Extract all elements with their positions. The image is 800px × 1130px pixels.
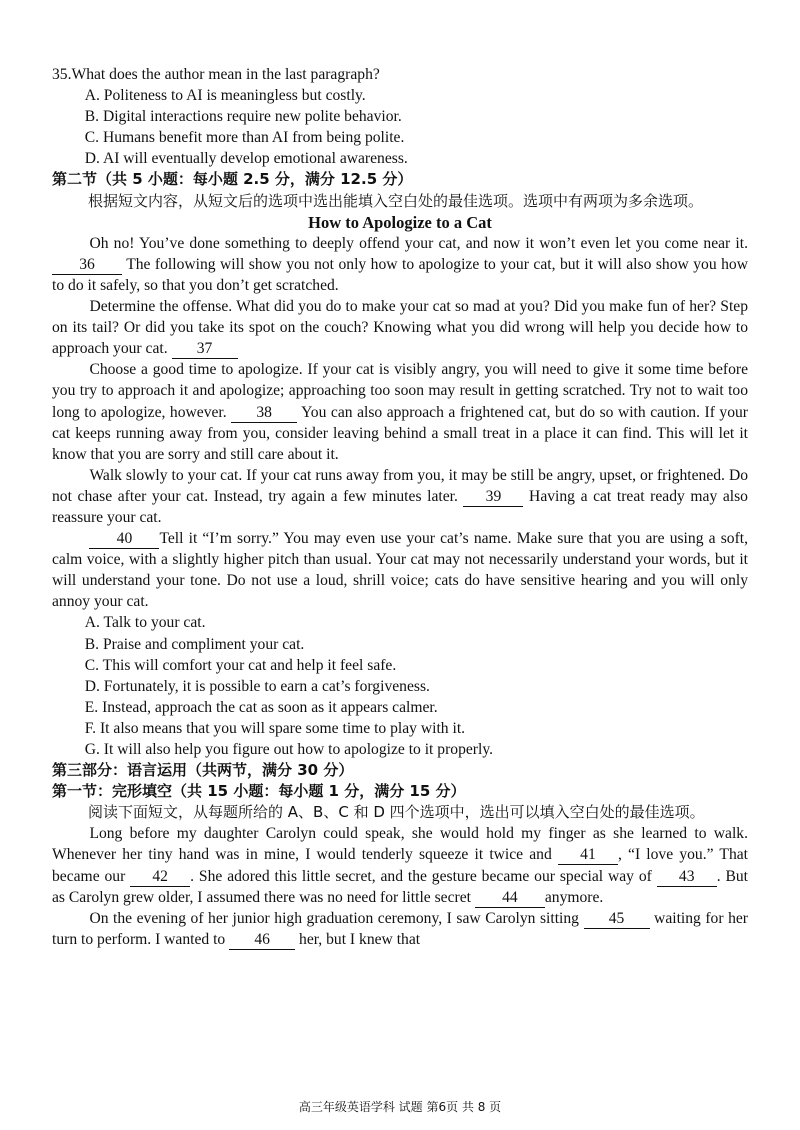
section2-instruction: 根据短文内容，从短文后的选项中选出能填入空白处的最佳选项。选项中有两项为多余选项。: [88, 191, 704, 210]
passage-paragraph-3: Choose a good time to apologize. If your cat is visibly angry, you will need to give it some time before you try to approach it and apologize; approaching too soon may result in getting scratched. Try not to wait too long to apologize, however. 38 You can also approach a frightened cat, but do so with caution. If your cat keeps running away from you, consider leaving behind a small treat in a place it can find. This will let it know that you are sorry and still care about it.: [52, 361, 748, 463]
passage-paragraph-2: Determine the offense. What did you do to make your cat so mad at you? Did you make fun of her? Step on its tail? Or did you take its spot on the couch? Knowing what you did wrong will help you decide how to approach your cat. 37: [52, 298, 748, 358]
s2-option-a: A. Talk to your cat.: [84, 614, 206, 632]
blank-45: 45: [584, 910, 650, 929]
blank-43: 43: [657, 868, 717, 887]
q35-option-b: B. Digital interactions require new polite behavior.: [84, 108, 402, 126]
blank-46: 46: [229, 931, 295, 950]
cloze-paragraph-1: Long before my daughter Carolyn could speak, she would hold my finger as she learned to walk. Whenever her tiny hand was in mine, I would tenderly squeeze it twice and 41 , “I love you.” That became our 42 . She adored this little secret, and the gesture became our special way of 43 . But as Carolyn grew older, I assumed there was no need for little secret 44 anymore.: [52, 825, 749, 906]
blank-38: 38: [231, 404, 297, 423]
passage-paragraph-4: Walk slowly to your cat. If your cat runs away from you, it may be still be angry, upset, or frightened. Do not chase after your cat. Instead, try again a few minutes later. 39 Having a cat treat ready may also reassure your cat.: [52, 466, 748, 526]
s2-option-e: E. Instead, approach the cat as soon as it appears calmer.: [84, 698, 438, 716]
s2-option-d: D. Fortunately, it is possible to earn a cat’s forgiveness.: [84, 677, 430, 695]
part3-instruction: 阅读下面短文，从每题所给的 A、B、C 和 D 四个选项中，选出可以填入空白处的最佳选项。: [88, 803, 705, 822]
s2-option-b: B. Praise and compliment your cat.: [84, 635, 305, 653]
q35-option-c: C. Humans benefit more than AI from being polite.: [84, 129, 405, 147]
blank-44: 44: [475, 889, 545, 908]
passage-paragraph-5: 40 Tell it “I’m sorry.” You may even use your cat’s name. Make sure that you are using a soft, calm voice, with a slightly higher pitch than usual. Your cat may not necessarily understand your words, but it will understand your tone. Do not use a loud, shrill voice; cats do have sensitive hearing and you will only annoy your cat.: [52, 530, 748, 611]
q35-option-a: A. Politeness to AI is meaningless but costly.: [84, 87, 366, 105]
blank-40: 40: [89, 530, 159, 549]
page-footer: 高三年级英语学科 试题 第6页 共 8 页: [298, 1100, 502, 1114]
s2-option-c: C. This will comfort your cat and help it feel safe.: [84, 656, 397, 674]
q35-option-d: D. AI will eventually develop emotional awareness.: [84, 150, 408, 168]
blank-42: 42: [130, 868, 190, 887]
cloze-paragraph-2: On the evening of her junior high graduation ceremony, I saw Carolyn sitting 45 waiting for her turn to perform. I wanted to 46 her, but I knew that: [52, 909, 748, 948]
page-content: [52, 64, 748, 950]
s2-option-f: F. It also means that you will spare some time to play with it.: [84, 719, 466, 737]
blank-41: 41: [558, 846, 618, 865]
passage-paragraph-1: Oh no! You’ve done something to deeply offend your cat, and now it won’t even let you come near it. 36 The following will show you not only how to apologize to your cat, but it will also show you how to do it safely, so that you don’t get scratched.: [52, 234, 748, 294]
blank-39: 39: [463, 488, 523, 507]
question-35-stem: 35.What does the author mean in the last paragraph?: [52, 66, 380, 83]
passage-title: How to Apologize to a Cat: [308, 212, 492, 232]
part3-heading: 第三部分：语言运用（共两节，满分 30 分）: [52, 761, 354, 780]
blank-36: 36: [52, 256, 122, 275]
section2-heading: 第二节（共 5 小题：每小题 2.5 分，满分 12.5 分）: [52, 170, 413, 189]
blank-37: 37: [172, 340, 238, 359]
part3-sub-heading: 第一节：完形填空（共 15 小题：每小题 1 分，满分 15 分）: [52, 782, 466, 801]
s2-option-g: G. It will also help you figure out how to apologize to it properly.: [84, 741, 493, 758]
